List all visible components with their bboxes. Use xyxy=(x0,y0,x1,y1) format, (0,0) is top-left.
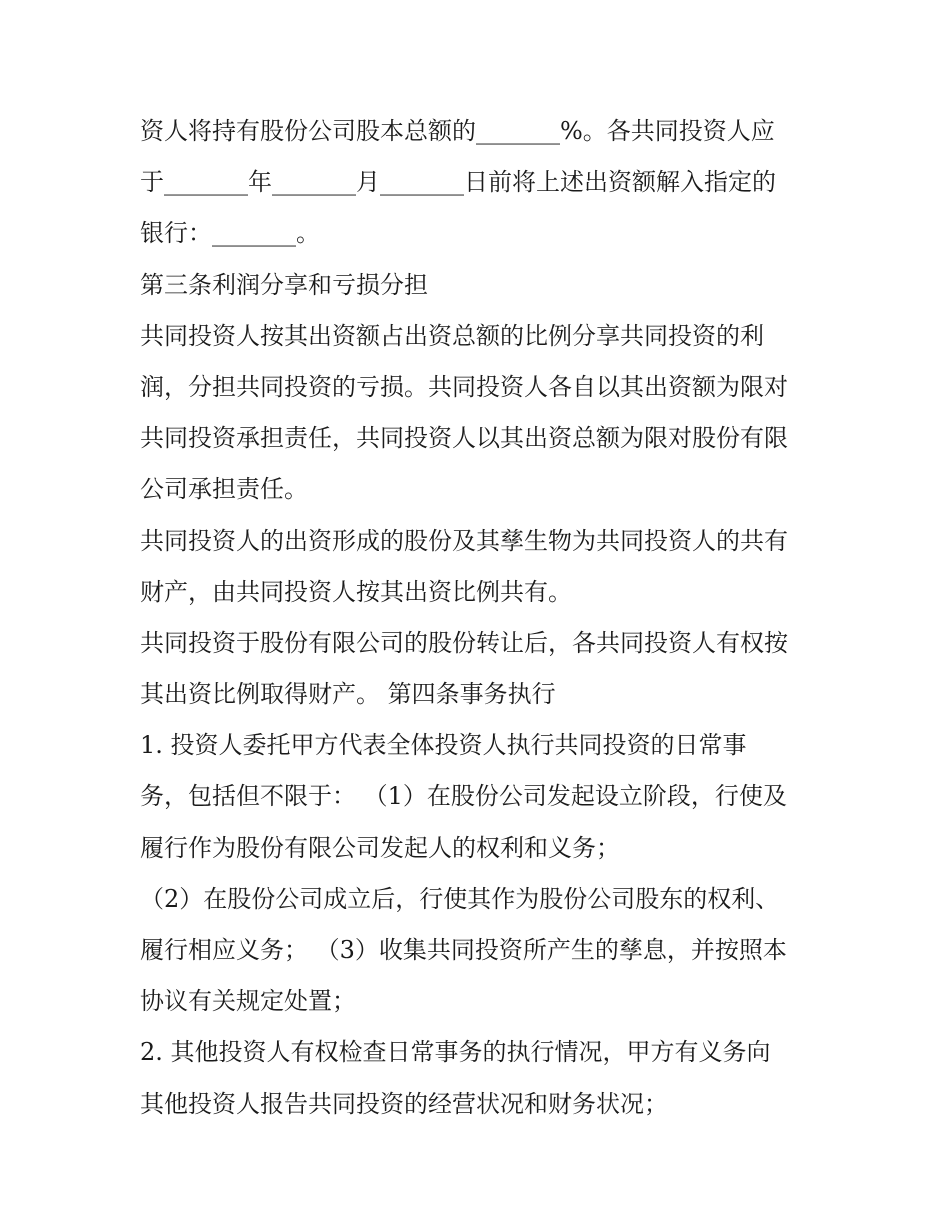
text-line: 共同投资承担责任，共同投资人以其出资总额为限对股份有限 xyxy=(140,424,788,453)
text-line: 公司承担责任。 xyxy=(140,475,308,504)
list-item: 2. 其他投资人有权检查日常事务的执行情况，甲方有义务向 xyxy=(140,1038,771,1067)
text-line: 其出资比例取得财产。 第四条事务执行 xyxy=(140,680,556,709)
text-line: 履行相应义务； （3）收集共同投资所产生的孳息，并按照本 xyxy=(140,936,787,964)
text-line: 润，分担共同投资的亏损。共同投资人各自以其出资额为限对 xyxy=(140,372,788,401)
text-line: 于_______年_______月_______日前将上述出资额解入指定的 xyxy=(140,168,776,197)
list-item: 1. 投资人委托甲方代表全体投资人执行共同投资的日常事 xyxy=(140,731,747,760)
document-body xyxy=(140,106,820,1130)
text-line: 银行：_______。 xyxy=(140,219,320,248)
text-line: 其他投资人报告共同投资的经营状况和财务状况； xyxy=(140,1089,668,1118)
text-line: 协议有关规定处置； xyxy=(140,987,356,1016)
text-line: 共同投资人按其出资额占出资总额的比例分享共同投资的利 xyxy=(140,321,764,350)
text-line: 共同投资人的出资形成的股份及其孳生物为共同投资人的共有 xyxy=(140,526,788,555)
text-line: 务，包括但不限于： （1）在股份公司发起设立阶段，行使及 xyxy=(140,782,787,811)
text-line: （2）在股份公司成立后，行使其作为股份公司股东的权利、 xyxy=(140,884,780,913)
text-line: 履行作为股份有限公司发起人的权利和义务； xyxy=(140,833,620,862)
text-line: 财产，由共同投资人按其出资比例共有。 xyxy=(140,577,572,606)
text-line: 共同投资于股份有限公司的股份转让后，各共同投资人有权按 xyxy=(140,628,788,657)
text-line: 资人将持有股份公司股本总额的_______%。各共同投资人应 xyxy=(140,117,775,145)
section-heading: 第三条利润分享和亏损分担 xyxy=(140,270,428,299)
